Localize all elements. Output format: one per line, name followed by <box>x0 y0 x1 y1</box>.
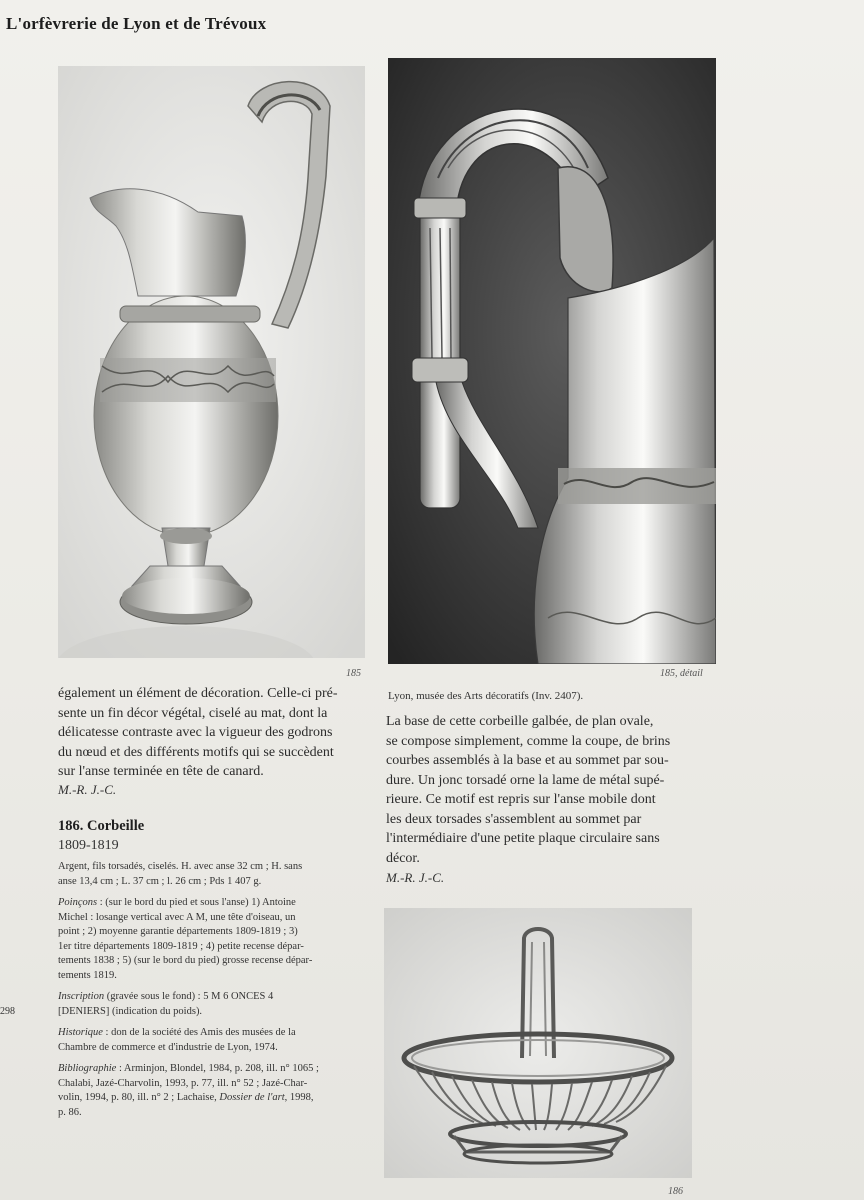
dossier-title: Dossier de l'art <box>219 1092 285 1103</box>
text-line: anse 13,4 cm ; L. 37 cm ; l. 26 cm ; Pds 1 407 g. <box>58 875 262 887</box>
photo-basket-186 <box>384 908 692 1178</box>
text-line: La base de cette corbeille galbée, de plan ovale, <box>386 714 654 729</box>
text-span: , 1998, <box>284 1092 314 1103</box>
text-span: : (sur le bord du pied et sous l'anse) 1) Antoine <box>97 897 296 908</box>
text-line: tements 1838 ; 5) (sur le bord du pied) grosse recense dépar- <box>58 955 313 966</box>
entry-description <box>58 860 362 889</box>
inscription-label: Inscription <box>58 991 105 1002</box>
text-line: se compose simplement, comme la coupe, de brins <box>386 733 671 749</box>
left-continuation-paragraph <box>58 684 362 782</box>
bibliographie-label: Bibliographie <box>58 1063 117 1074</box>
ewer-handle-detail-illustration <box>388 58 716 664</box>
text-line: délicatesse contraste avec la vigueur des godrons <box>58 725 333 740</box>
text-line: dure. Un jonc torsadé orne la lame de métal supé- <box>386 772 665 788</box>
ewer-illustration <box>58 66 365 658</box>
text-line <box>58 896 362 911</box>
entry-bibliographie <box>58 1062 362 1120</box>
historique-label: Historique <box>58 1027 103 1038</box>
caption-185: 185 <box>346 668 361 679</box>
text-line: Chalabi, Jazé-Charvolin, 1993, p. 77, ill. n° 52 ; Jazé-Char- <box>58 1077 308 1089</box>
entry-inscription <box>58 990 362 1019</box>
right-paragraph <box>386 712 698 868</box>
text-line <box>58 1026 362 1041</box>
photo-ewer-185-detail <box>388 58 716 664</box>
text-line: sur l'anse terminée en tête de canard. <box>58 764 264 779</box>
right-signature: M.-R. J.-C. <box>386 870 445 885</box>
entry-poincons <box>58 896 362 983</box>
text-span: volin, 1994, p. 80, ill. n° 2 ; Lachaise, <box>58 1092 220 1103</box>
text-line: tements 1819. <box>58 969 117 981</box>
basket-illustration <box>384 908 692 1178</box>
running-header: L'orfèvrerie de Lyon et de Trévoux <box>6 14 267 33</box>
text-line: également un élément de décoration. Celle-ci pré- <box>58 686 338 701</box>
text-line: rieure. Ce motif est repris sur l'anse mobile dont <box>386 792 656 807</box>
text-line <box>58 1062 362 1077</box>
caption-186: 186 <box>668 1186 683 1197</box>
entry-date: 1809-1819 <box>58 838 119 853</box>
text-span: : Arminjon, Blondel, 1984, p. 208, ill. n° 1065 ; <box>116 1063 319 1074</box>
text-line: l'intermédiaire d'une petite plaque circulaire sans <box>386 831 660 846</box>
left-signature: M.-R. J.-C. <box>58 782 117 797</box>
text-line: p. 86. <box>58 1106 82 1118</box>
collection-line: Lyon, musée des Arts décoratifs (Inv. 2407). <box>388 690 584 702</box>
text-line: Chambre de commerce et d'industrie de Lyon, 1974. <box>58 1041 278 1053</box>
text-line: point ; 2) moyenne garantie départements 1809-1819 ; 3) <box>58 926 298 937</box>
entry-historique <box>58 1026 362 1055</box>
text-line: du nœud et des différents motifs qui se succèdent <box>58 744 334 760</box>
text-span: : don de la société des Amis des musées de la <box>102 1027 296 1038</box>
text-line: sente un fin décor végétal, ciselé au mat, dont la <box>58 705 328 721</box>
entry-title: 186. Corbeille <box>58 818 145 834</box>
text-line: [DENIERS] (indication du poids). <box>58 1005 203 1017</box>
text-line: les deux torsades s'assemblent au sommet par <box>386 811 642 827</box>
text-line <box>58 990 362 1005</box>
text-line: décor. <box>386 850 420 866</box>
text-line <box>58 1091 362 1106</box>
poincons-label: Poinçons <box>58 897 98 908</box>
photo-ewer-185 <box>58 66 365 658</box>
text-line: courbes assemblés à la base et au sommet par sou- <box>386 753 669 768</box>
text-line: Michel : losange vertical avec A M, une tête d'oiseau, un <box>58 911 296 923</box>
text-line: 1er titre départements 1809-1819 ; 4) petite recense dépar- <box>58 940 304 952</box>
text-span: (gravée sous le fond) : 5 M 6 ONCES 4 <box>104 991 274 1002</box>
text-line: Argent, fils torsadés, ciselés. H. avec anse 32 cm ; H. sans <box>58 861 303 872</box>
page-number: 298 <box>0 1006 15 1017</box>
caption-185-detail: 185, détail <box>660 668 703 679</box>
